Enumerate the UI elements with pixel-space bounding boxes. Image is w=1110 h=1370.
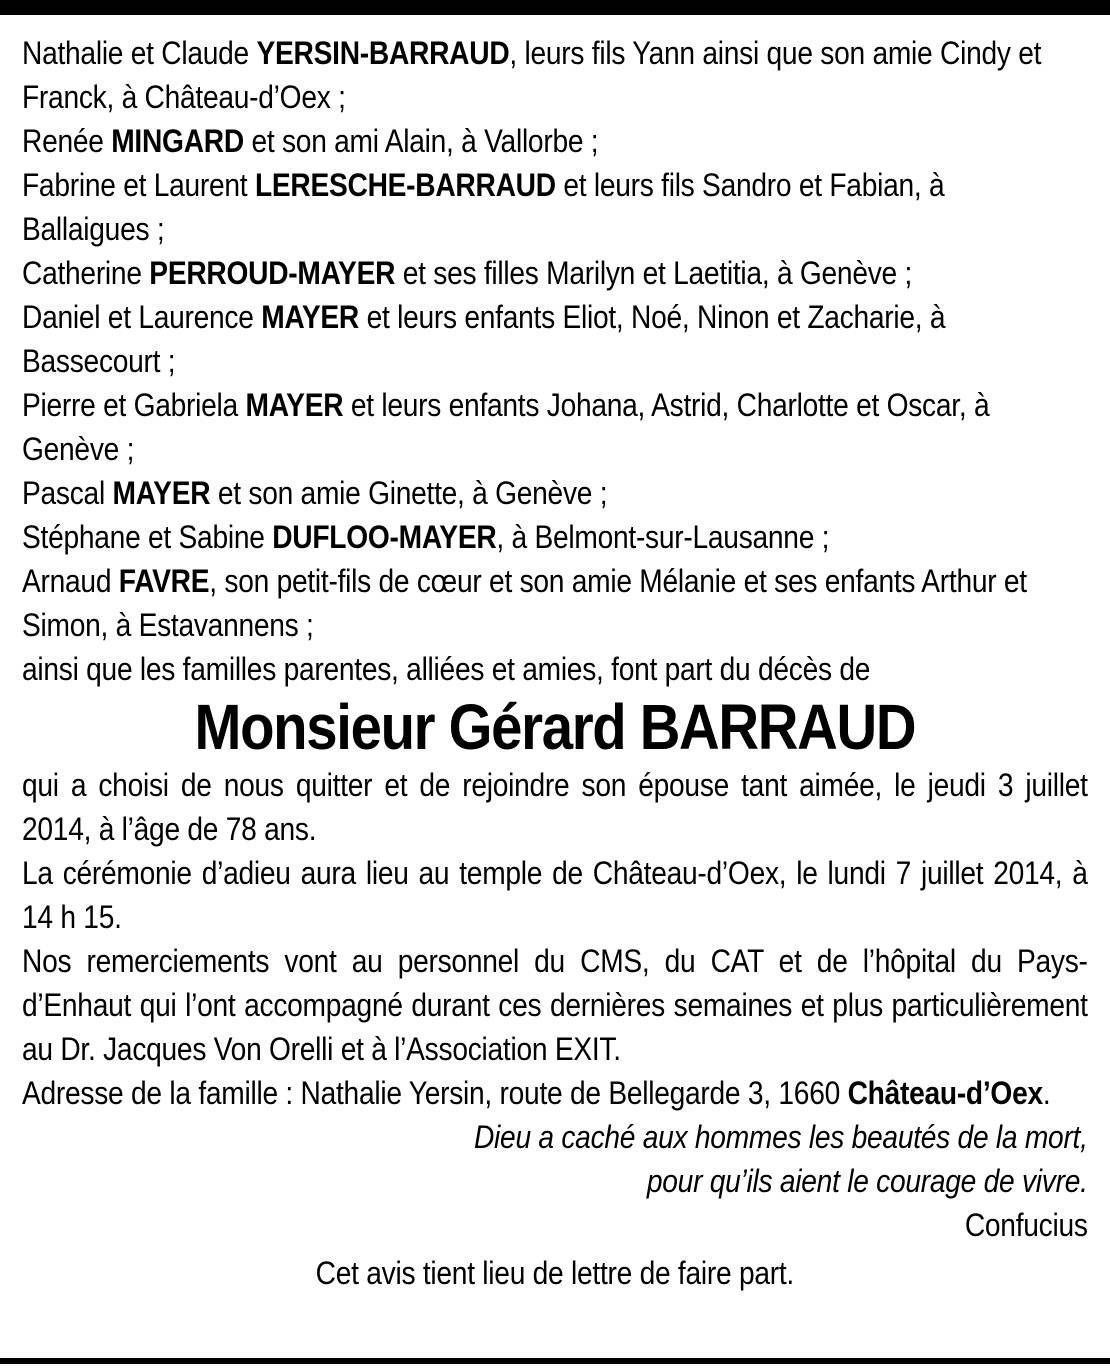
family-name: DUFLOO-MAYER — [272, 519, 497, 555]
family-name: MAYER — [261, 299, 360, 335]
family-line-text: Catherine — [22, 255, 150, 291]
address-text: . — [1042, 1075, 1051, 1111]
family-announcement-list — [22, 31, 1088, 691]
family-line-text: et leurs enfants Eliot, Noé, Ninon et Zacharie, à Bassecourt ; — [22, 299, 946, 379]
death-paragraph: qui a choisi de nous quitter et de rejoindre son épouse tant aimée, le jeudi 3 juillet 2014, à l’âge de 78 ans. — [22, 767, 1088, 847]
family-line-text: et leurs fils Sandro et Fabian, à Ballaigues ; — [22, 167, 945, 247]
family-line-text: et son amie Ginette, à Genève ; — [210, 475, 608, 511]
address-text: Adresse de la famille : Nathalie Yersin, route de Bellegarde 3, 1660 — [22, 1075, 848, 1111]
family-line — [22, 515, 1088, 559]
family-address-paragraph — [22, 1071, 1088, 1115]
quote-line: pour qu’ils aient le courage de vivre. — [646, 1163, 1088, 1199]
family-line-text: , leurs fils Yann ainsi que son amie Cindy et Franck, à Château-d’Oex ; — [22, 35, 1042, 115]
family-name: MINGARD — [111, 123, 244, 159]
family-line — [22, 163, 1088, 251]
family-line-text: Fabrine et Laurent — [22, 167, 255, 203]
notice-body — [0, 15, 1110, 1295]
family-line-text: et ses filles Marilyn et Laetitia, à Genève ; — [395, 255, 913, 291]
family-line-text: Stéphane et Sabine — [22, 519, 273, 555]
quote-line: Dieu a caché aux hommes les beautés de la mort, — [473, 1119, 1088, 1155]
family-name: YERSIN-BARRAUD — [256, 35, 510, 71]
closing-intro-line: ainsi que les familles parentes, alliées et amies, font part du décès de — [22, 651, 871, 687]
family-name: MAYER — [112, 475, 211, 511]
bottom-border-rule — [0, 1358, 1110, 1364]
thanks-paragraph: Nos remerciements vont au personnel du CMS, du CAT et de l’hôpital du Pays-d’Enhaut qui l’ont accompagné durant ces dernières semaines et plus particulièrement au Dr. Jacques Von Orelli et à l’Association EXIT. — [22, 943, 1088, 1067]
family-line-text: Nathalie et Claude — [22, 35, 257, 71]
family-name: MAYER — [245, 387, 344, 423]
family-line-text: Pierre et Gabriela — [22, 387, 246, 423]
family-line — [22, 251, 1088, 295]
memorial-quote — [22, 1115, 1088, 1247]
family-line — [22, 559, 1088, 647]
family-line — [22, 471, 1088, 515]
family-line — [22, 383, 1088, 471]
family-line — [22, 31, 1088, 119]
family-line — [22, 119, 1088, 163]
family-line-text: et son ami Alain, à Vallorbe ; — [243, 123, 599, 159]
footer-note: Cet avis tient lieu de lettre de faire part. — [315, 1255, 794, 1291]
family-line-text: Daniel et Laurence — [22, 299, 262, 335]
ceremony-paragraph: La cérémonie d’adieu aura lieu au temple de Château-d’Oex, le lundi 7 juillet 2014, à 14 h 15. — [22, 855, 1088, 935]
family-line-text: , à Belmont-sur-Lausanne ; — [496, 519, 830, 555]
family-name: LERESCHE-BARRAUD — [254, 167, 556, 203]
family-line-text: , son petit-fils de cœur et son amie Mélanie et ses enfants Arthur et Simon, à Estavannens ; — [22, 563, 1027, 643]
family-line-text: et leurs enfants Johana, Astrid, Charlotte et Oscar, à Genève ; — [22, 387, 990, 467]
family-line-text: Pascal — [22, 475, 113, 511]
family-line — [22, 295, 1088, 383]
family-line-text: Renée — [22, 123, 112, 159]
family-line-text: Arnaud — [22, 563, 119, 599]
quote-attribution: Confucius — [964, 1207, 1088, 1243]
family-name: FAVRE — [118, 563, 210, 599]
family-name: PERROUD-MAYER — [149, 255, 396, 291]
notice-content — [0, 15, 1110, 1295]
top-border-rule — [0, 0, 1110, 15]
deceased-name-title: Monsieur Gérard BARRAUD — [194, 691, 916, 763]
address-locality: Château-d’Oex — [847, 1075, 1043, 1111]
